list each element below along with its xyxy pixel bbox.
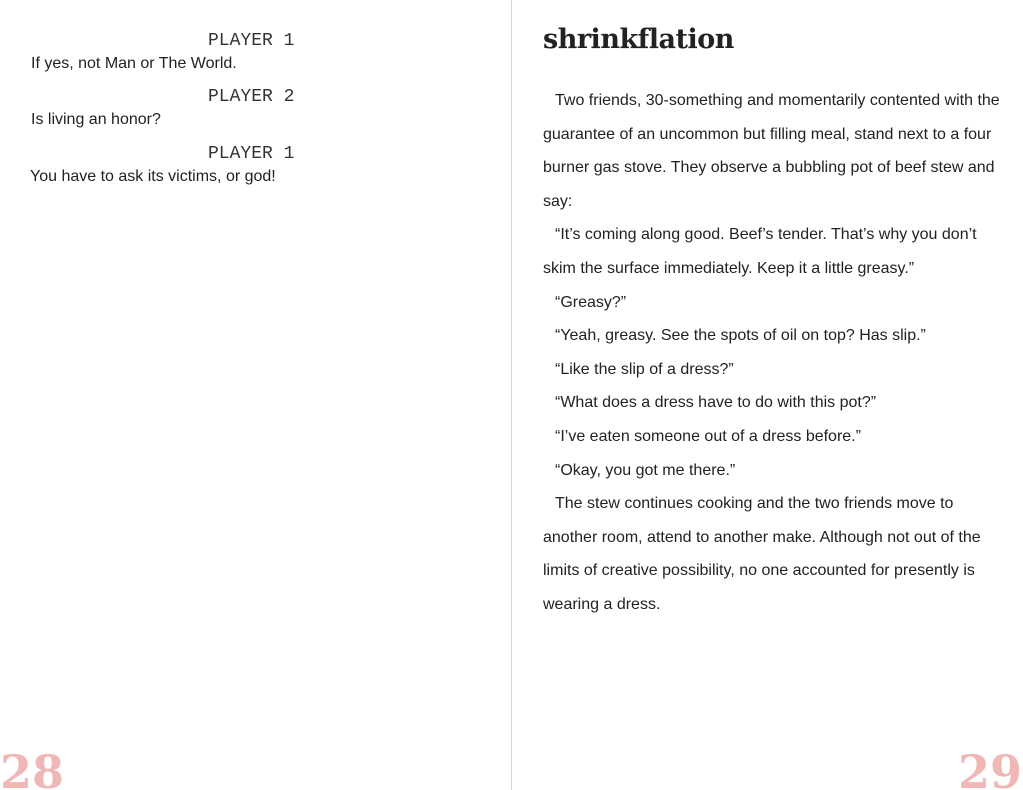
- paragraph: “Okay, you got me there.”: [555, 461, 736, 479]
- speaker-label: PLAYER 1: [208, 144, 295, 164]
- speaker-label: PLAYER 1: [208, 31, 295, 51]
- dialogue-line: If yes, not Man or The World.: [31, 55, 237, 72]
- dialogue-line: Is living an honor?: [31, 111, 161, 128]
- paragraph: “Yeah, greasy. See the spots of oil on top? Has slip.”: [555, 327, 926, 345]
- page-number-right: 29: [957, 745, 1022, 790]
- paragraph: “It’s coming along good. Beef’s tender. That’s why you don’t skim the surface immediately. Keep it a little greasy.”: [543, 226, 977, 277]
- paragraph: Two friends, 30-something and momentarily contented with the guarantee of an uncommon but filling meal, stand next to a four burner gas stove. They observe a bubbling pot of beef stew and say:: [543, 92, 1000, 210]
- page-number-left: 28: [0, 745, 65, 790]
- left-page: [0, 0, 511, 790]
- body-text: [543, 84, 1003, 622]
- paragraph: “Like the slip of a dress?”: [555, 360, 734, 378]
- paragraph: The stew continues cooking and the two friends move to another room, attend to another make. Although not out of the limits of creative possibility, no one accounted for presently is wearing a dress.: [543, 495, 981, 613]
- paragraph: “Greasy?”: [555, 293, 627, 311]
- right-page: [512, 0, 1023, 790]
- paragraph: “I’ve eaten someone out of a dress before.”: [555, 427, 861, 445]
- dialogue-line: You have to ask its victims, or god!: [30, 168, 276, 185]
- paragraph: “What does a dress have to do with this pot?”: [555, 394, 877, 412]
- speaker-label: PLAYER 2: [208, 87, 295, 107]
- chapter-title: shrinkflation: [543, 24, 734, 55]
